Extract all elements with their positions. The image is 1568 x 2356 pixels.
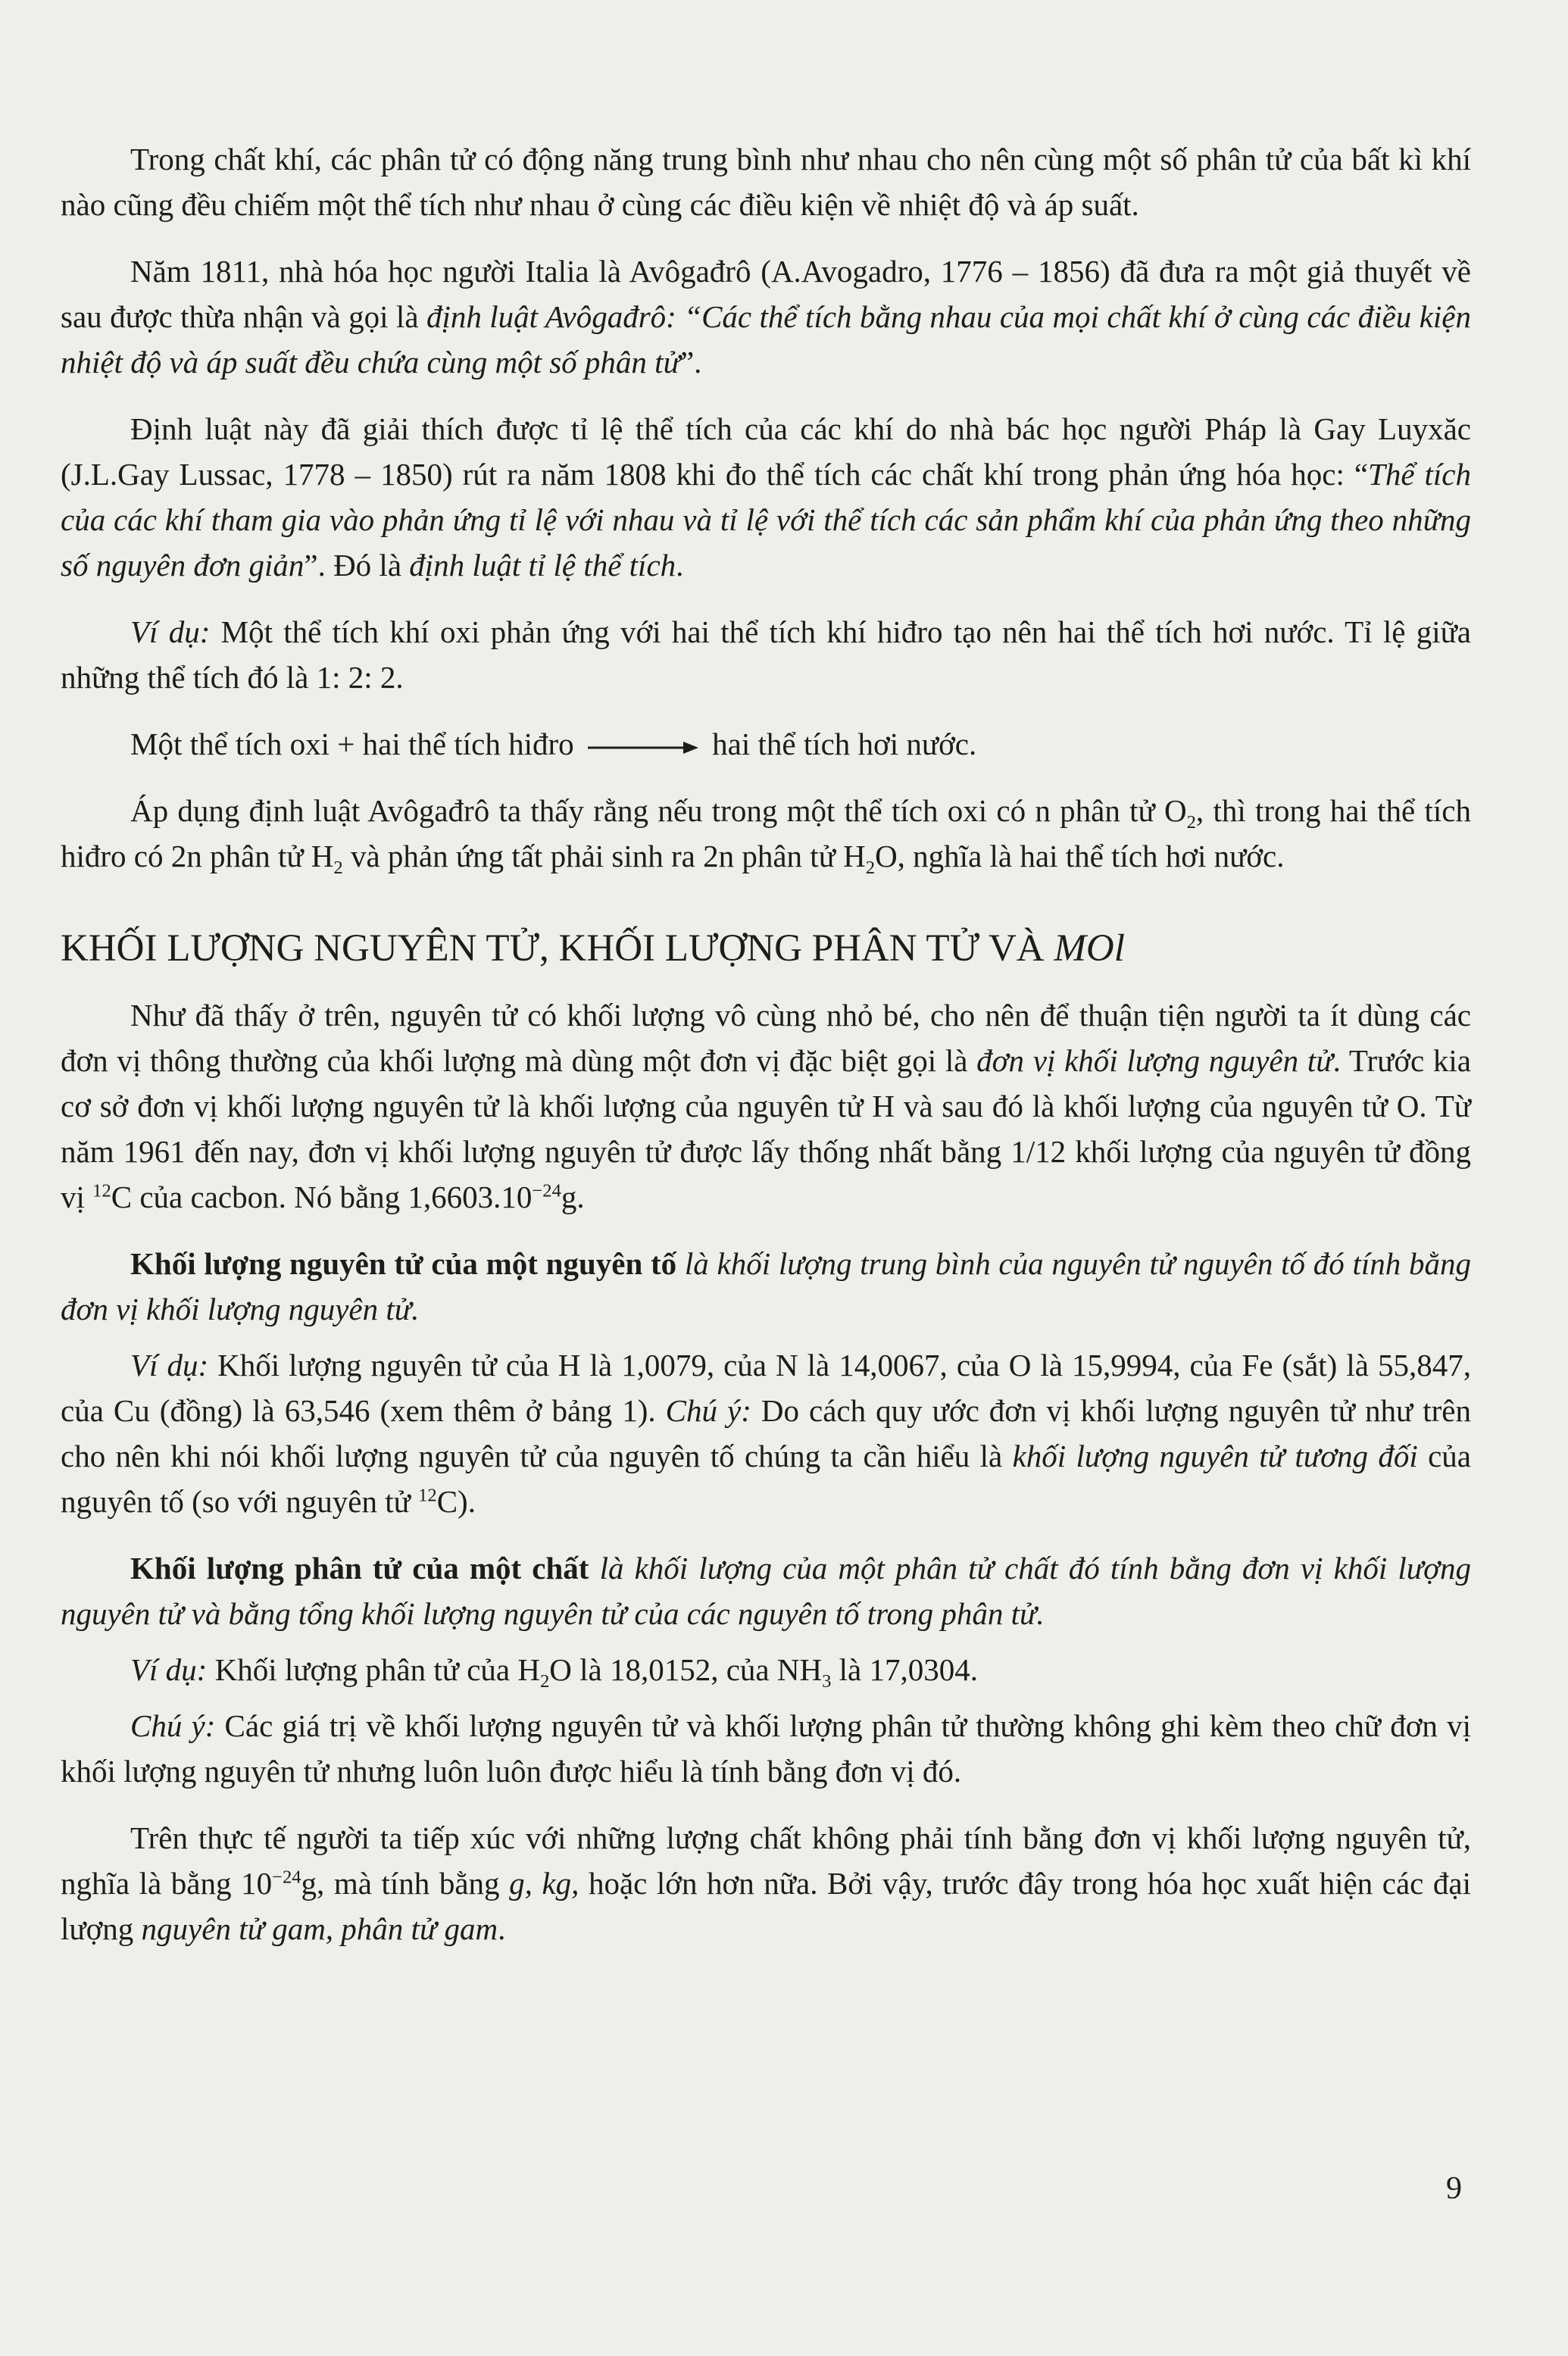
section-title: KHỐI LƯỢNG NGUYÊN TỬ, KHỐI LƯỢNG PHÂN TỬ VÀ MOl — [61, 927, 1125, 970]
paragraph-note-units: Chú ý: Các giá trị về khối lượng nguyên tử và khối lượng phân tử thường không ghi kèm theo chữ đơn vị khối lượng nguyên tử nhưng luôn luôn được hiểu là tính bằng đơn vị đó. — [61, 1708, 1471, 1789]
paragraph-atomic-mass-unit: Như đã thấy ở trên, nguyên tử có khối lượng vô cùng nhỏ bé, cho nên để thuận tiện người ta ít dùng các đơn vị thông thường của khối lượng mà dùng một đơn vị đặc biệt gọi là đơn vị khối lượng nguyên tử. Trước kia cơ sở đơn vị khối lượng nguyên tử là khối lượng của nguyên tử H và sau đó là khối lượng của nguyên tử O. Từ năm 1961 đến nay, đơn vị khối lượng nguyên tử được lấy thống nhất bằng 1/12 khối lượng của nguyên tử đồng vị $^{12}$C của cacbon. Nó bằng $1,6603.10^{-24}g$. — [61, 998, 1472, 1214]
paragraph-example-molecular-mass: Ví dụ: Khối lượng phân tử của $H_2O$ là 18,0152, của $NH_3$ là 17,0304. — [130, 1652, 978, 1692]
paragraph-gas-molecules: Trong chất khí, các phân tử có động năng trung bình như nhau cho nên cùng một số phân tử của bất kì khí nào cũng đều chiếm một thể tích như nhau ở cùng các điều kiện về nhiệt độ và áp suất. — [61, 142, 1471, 222]
page-content — [61, 136, 1471, 1973]
definition-atomic-mass: Khối lượng nguyên tử của một nguyên tố là khối lượng trung bình của nguyên tử nguyên tố đó tính bằng đơn vị khối lượng nguyên tử. — [61, 1246, 1471, 1326]
definition-molecular-mass: Khối lượng phân tử của một chất là khối lượng của một phân tử chất đó tính bằng đơn vị khối lượng nguyên tử và bằng tổng khối lượng nguyên tử của các nguyên tố trong phân tử. — [61, 1551, 1471, 1631]
arrow-right-icon — [586, 740, 700, 755]
paragraph-avogadro-law: Năm 1811, nhà hóa học người Italia là Avôgađrô (A.Avogadro, 1776 – 1856) đã đưa ra một giả thuyết về sau được thừa nhận và gọi là định luật Avôgađrô: “Các thể tích bằng nhau của mọi chất khí ở cùng các điều kiện nhiệt độ và áp suất đều chứa cùng một số phân tử”. — [61, 254, 1471, 380]
paragraph-example-atomic-mass: Ví dụ: Khối lượng nguyên tử của H là 1,0079, của N là 14,0067, của O là 15,9994, của Fe (sắt) là 55,847, của Cu (đồng) là 63,546 (xem thêm ở bảng 1). Chú ý: Do cách quy ước đơn vị khối lượng nguyên tử như trên cho nên khi nói khối lượng nguyên tử của nguyên tố chúng ta cần hiểu là khối lượng nguyên tử tương đối của nguyên tố (so với nguyên tử $^{12}$C). — [61, 1348, 1471, 1519]
paragraph-gay-lussac: Định luật này đã giải thích được tỉ lệ thể tích của các khí do nhà bác học người Pháp là Gay Luyxăc (J.L.Gay Lussac, 1778 – 1850) rút ra năm 1808 khi đo thể tích các chất khí trong phản ứng hóa học: “Thể tích của các khí tham gia vào phản ứng tỉ lệ với nhau và tỉ lệ với thể tích các sản phẩm khí của phản ứng theo những số nguyên đơn giản”. Đó là định luật tỉ lệ thể tích. — [61, 411, 1471, 583]
paragraph-avogadro-application: Áp dụng định luật Avôgađrô ta thấy rằng nếu trong một thể tích oxi có n phân tử $O_2$, thì trong hai thể tích hiđro có 2n phân tử $H_2$ và phản ứng tất phải sinh ra 2n phân tử $H_2O$, nghĩa là hai thể tích hơi nước. — [61, 793, 1472, 879]
reaction-equation: Một thể tích oxi + hai thể tích hiđro hai thể tích hơi nước. — [130, 726, 977, 761]
paragraph-gram-atom: Trên thực tế người ta tiếp xúc với những lượng chất không phải tính bằng đơn vị khối lượng nguyên tử, nghĩa là bằng $10^{-24}g$, mà tính bằng g, kg, hoặc lớn hơn nữa. Bởi vậy, trước đây trong hóa học xuất hiện các đại lượng nguyên tử gam, phân tử gam. — [61, 1820, 1471, 1946]
page-number: 9 — [1446, 2171, 1462, 2206]
paragraph-example-oxygen: Ví dụ: Một thể tích khí oxi phản ứng với hai thể tích khí hiđro tạo nên hai thể tích hơi nước. Tỉ lệ giữa những thể tích đó là 1: 2: 2. — [61, 614, 1472, 695]
